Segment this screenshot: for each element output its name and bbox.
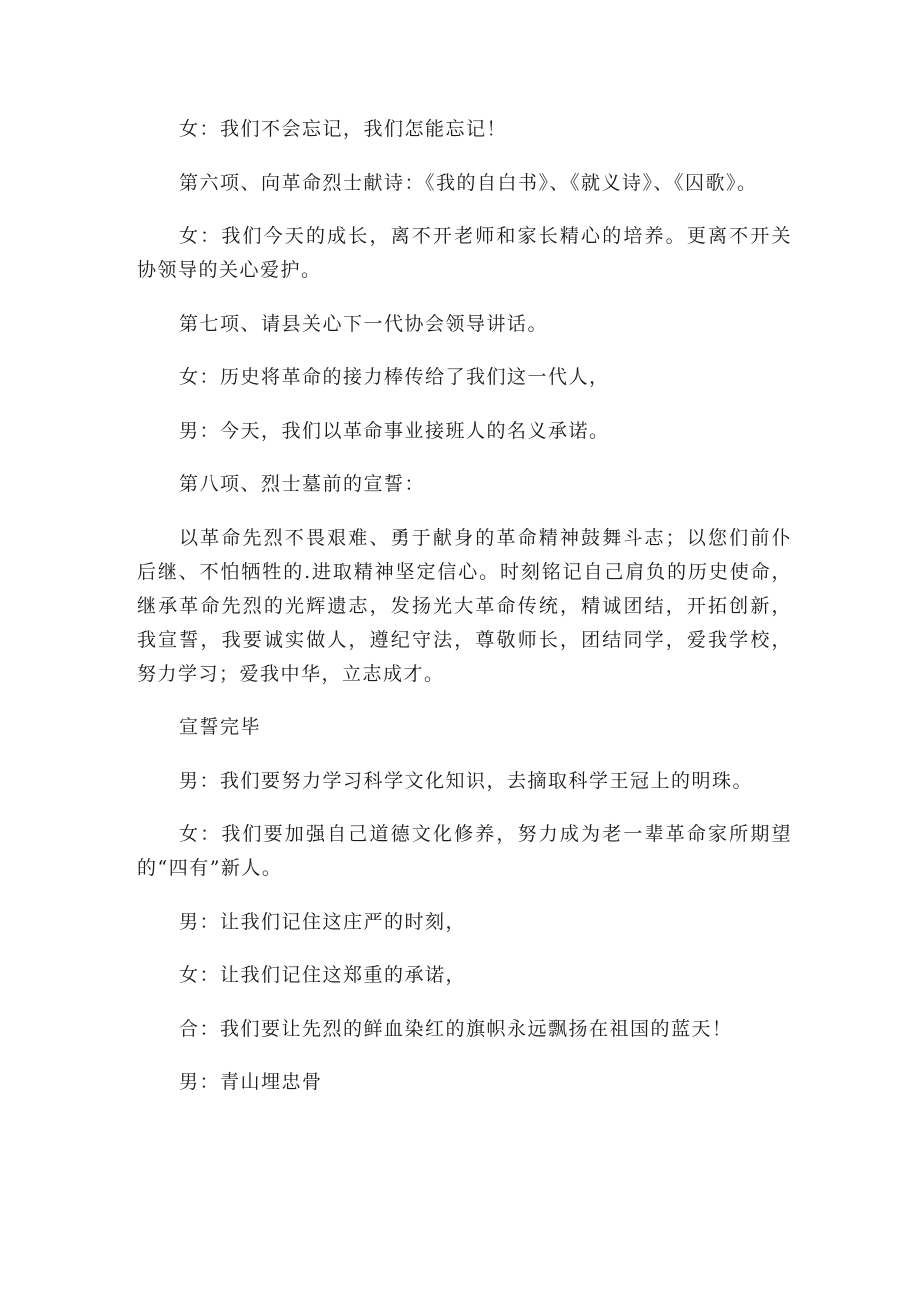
paragraph-4: 第七项、请县关心下一代协会领导讲话。 [179,312,549,335]
paragraph-13: 女：让我们记住这郑重的承诺， [179,964,467,986]
paragraph-2: 第六项、向革命烈士献诗：《我的自白书》、《就义诗》、《囚歌》。 [179,171,758,194]
paragraph-14: 合：我们要让先烈的鲜血染红的旗帜永远飘扬在祖国的蓝天！ [179,1017,733,1040]
paragraph-10: 男：我们要努力学习科学文化知识，去摘取科学王冠上的明珠。 [179,769,754,792]
paragraph-1: 女：我们不会忘记，我们怎能忘记！ [179,118,508,140]
paragraph-8: 以革命先烈不畏艰难、勇于献身的革命精神鼓舞斗志；以您们前仆后继、不怕牺牲的.进取精神坚定信心。时刻铭记自己肩负的历史使命，继承革命先烈的光辉遗志，发扬光大革命传统，精诚团结，开拓创新，我宣誓，我要诚实做人，遵纪守法，尊敬师长，团结同学，爱我学校，努力学习；爱我中华，立志成才。 [137,526,792,685]
paragraph-12: 男：让我们记住这庄严的时刻， [179,910,467,933]
paragraph-11: 女：我们要加强自己道德文化修养，努力成为老一辈革命家所期望的“四有”新人。 [137,823,792,879]
paragraph-5: 女：历史将革命的接力棒传给了我们这一代人， [179,366,610,388]
paragraph-7: 第八项、烈士墓前的宣誓： [179,473,426,495]
document-body [137,112,792,1119]
paragraph-15: 男：青山埋忠骨 [179,1071,323,1093]
paragraph-6: 男：今天，我们以革命事业接班人的名义承诺。 [179,419,610,442]
paragraph-3: 女：我们今天的成长，离不开老师和家长精心的培养。更离不开关协领导的关心爱护。 [137,225,792,281]
paragraph-9: 宣誓完毕 [179,716,262,738]
